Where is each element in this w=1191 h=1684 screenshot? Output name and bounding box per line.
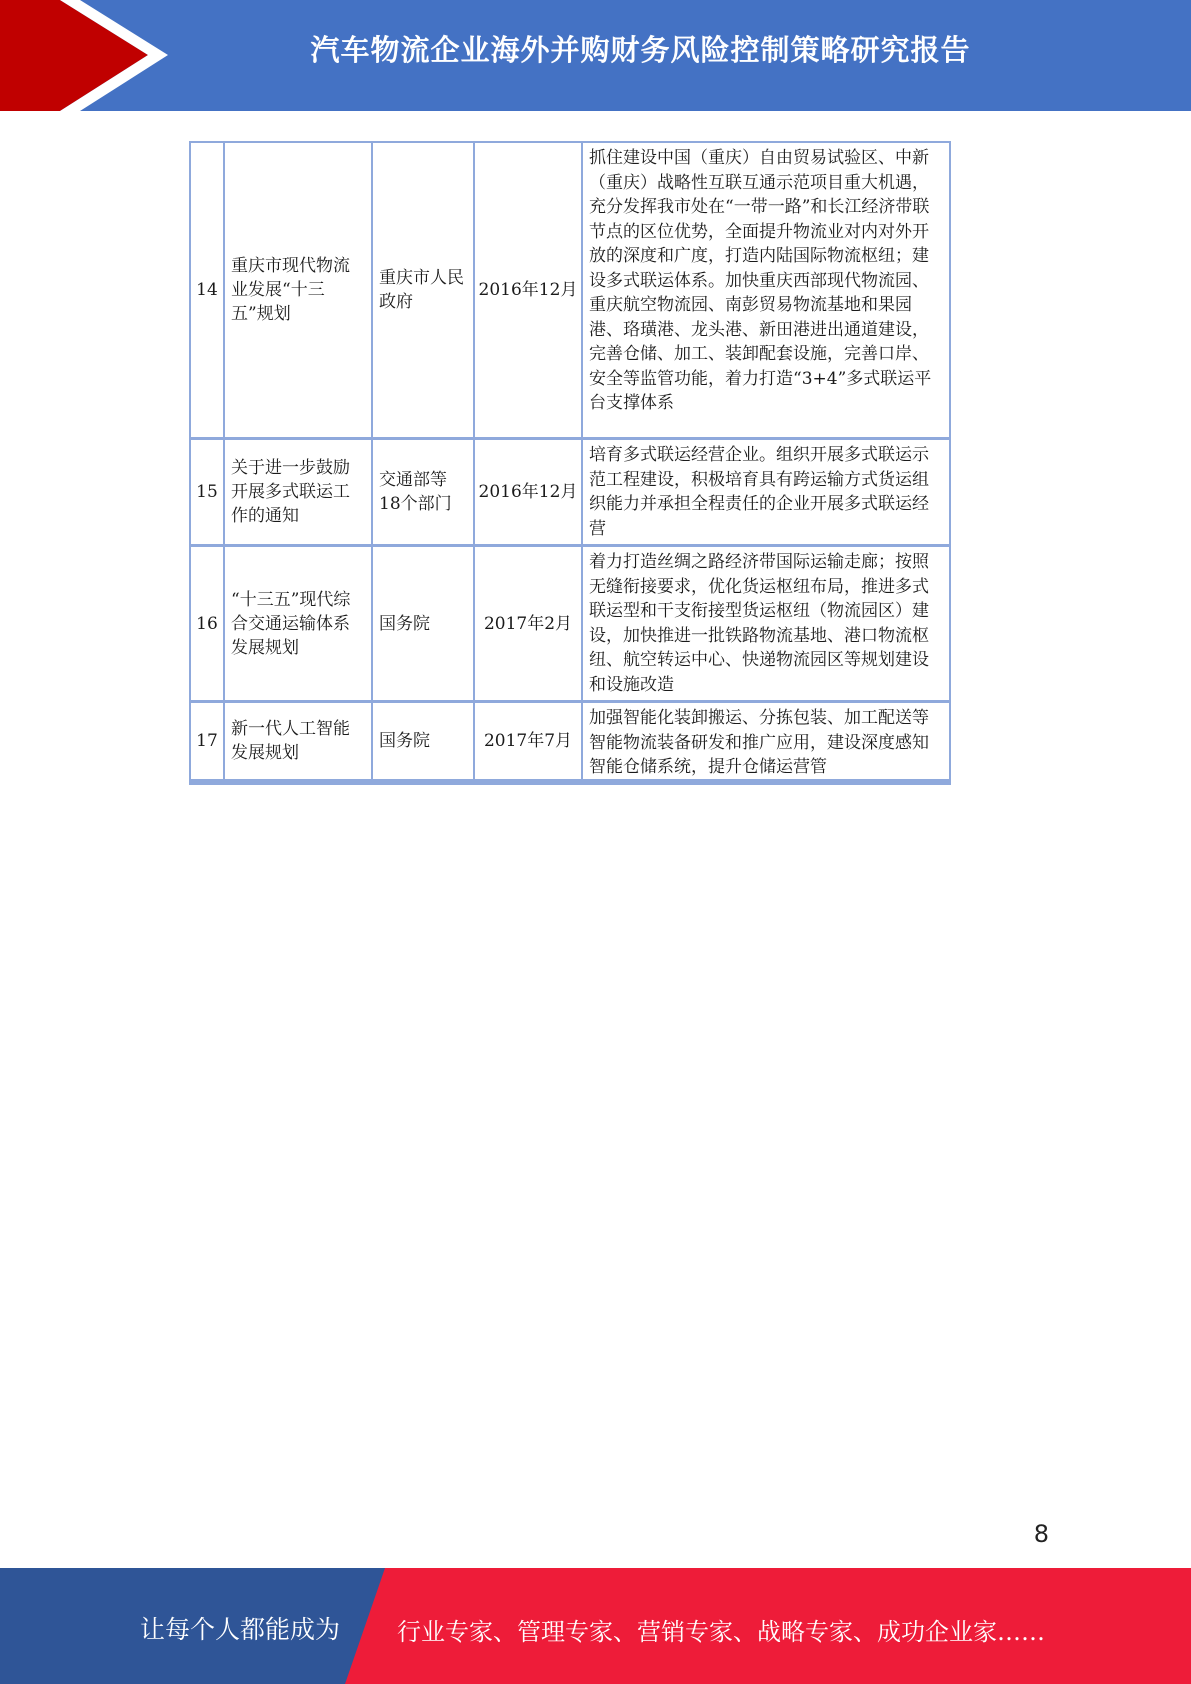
report-title: 汽车物流企业海外并购财务风险控制策略研究报告 bbox=[310, 33, 971, 67]
row-number: 14 bbox=[190, 142, 224, 439]
policy-name: 新一代人工智能发展规划 bbox=[224, 702, 372, 783]
policy-content: 着力打造丝绸之路经济带国际运输走廊；按照无缝衔接要求，优化货运枢纽布局，推进多式联运型和干支衔接型货运枢纽（物流园区）建设，加快推进一批铁路物流基地、港口物流枢纽、航空转运中心、快递物流园区等规划建设和设施改造 bbox=[582, 546, 950, 702]
policy-table bbox=[189, 141, 951, 785]
policy-content-cell bbox=[582, 702, 950, 783]
table-row bbox=[190, 142, 950, 439]
policy-content: 加强智能化装卸搬运、分拣包装、加工配送等智能物流装备研发和推广应用，建设深度感知智能仓储系统，提升仓储运营管 bbox=[589, 708, 929, 776]
issue-date: 2017年7月 bbox=[474, 702, 582, 783]
issuing-organization: 国务院 bbox=[372, 702, 474, 783]
table-row bbox=[190, 702, 950, 783]
policy-content: 培育多式联运经营企业。组织开展多式联运示范工程建设，积极培育具有跨运输方式货运组织能力并承担全程责任的企业开展多式联运经营 bbox=[582, 439, 950, 546]
policy-name: 重庆市现代物流业发展“十三五”规划 bbox=[224, 142, 372, 439]
footer-slogan-left: 让每个人都能成为 bbox=[140, 1615, 341, 1644]
issuing-organization: 重庆市人民政府 bbox=[372, 142, 474, 439]
issuing-organization: 交通部等18个部门 bbox=[372, 439, 474, 546]
issuing-organization: 国务院 bbox=[372, 546, 474, 702]
page-footer bbox=[0, 1568, 1191, 1684]
table-row bbox=[190, 439, 950, 546]
policy-name: “十三五”现代综合交通运输体系发展规划 bbox=[224, 546, 372, 702]
issue-date: 2016年12月 bbox=[474, 439, 582, 546]
policy-content: 抓住建设中国（重庆）自由贸易试验区、中新（重庆）战略性互联互通示范项目重大机遇，充分发挥我市处在“一带一路”和长江经济带联节点的区位优势，全面提升物流业对内对外开放的深度和广度，打造内陆国际物流枢纽；建设多式联运体系。加快重庆西部现代物流园、重庆航空物流园、南彭贸易物流基地和果园港、珞璜港、龙头港、新田港进出通道建设，完善仓储、加工、装卸配套设施，完善口岸、安全等监管功能，着力打造“3+4”多式联运平台支撑体系 bbox=[582, 142, 950, 439]
page-header bbox=[0, 0, 1191, 111]
row-number: 16 bbox=[190, 546, 224, 702]
footer-slogan-right: 行业专家、管理专家、营销专家、战略专家、成功企业家…… bbox=[397, 1618, 1045, 1646]
page-number: 8 bbox=[1033, 1520, 1049, 1548]
issue-date: 2016年12月 bbox=[474, 142, 582, 439]
policy-name: 关于进一步鼓励开展多式联运工作的通知 bbox=[224, 439, 372, 546]
issue-date: 2017年2月 bbox=[474, 546, 582, 702]
row-number: 15 bbox=[190, 439, 224, 546]
row-number: 17 bbox=[190, 702, 224, 783]
table-row bbox=[190, 546, 950, 702]
